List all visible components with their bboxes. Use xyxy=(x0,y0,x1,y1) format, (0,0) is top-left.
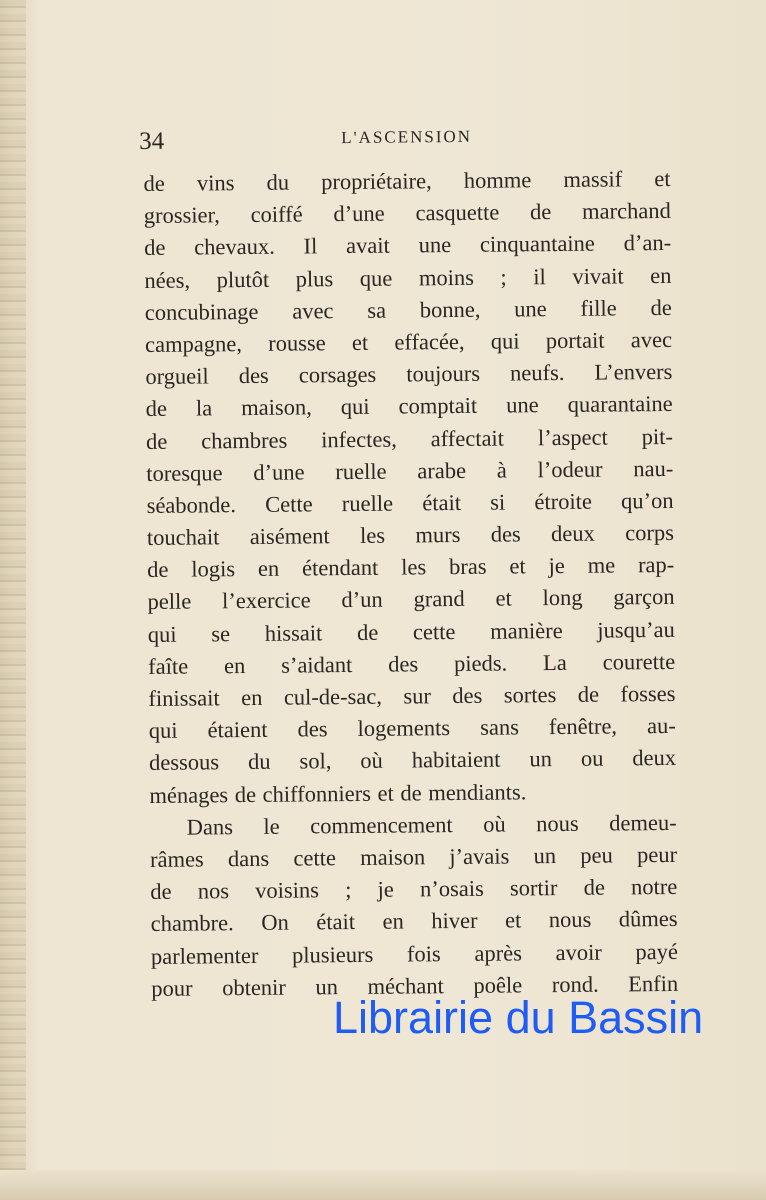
text-line: de nos voisins ; je n’osais sortir de notre xyxy=(150,874,678,905)
page-edge xyxy=(0,0,26,1200)
text-line: dessous du sol, où habitaient un ou deux xyxy=(148,745,677,776)
text-line: touchait aisément les murs des deux corps xyxy=(146,519,675,551)
text-line: campagne, rousse et effacée, qui portait avec xyxy=(144,326,673,357)
text-line: ménages de chiffonniers et de mendiants. xyxy=(149,778,527,808)
text-line: de la maison, qui comptait une quarantaine xyxy=(145,391,673,422)
text-line: qui étaient des logements sans fenêtre, au- xyxy=(148,713,676,744)
text-line: faîte en s’aidant des pieds. La courette xyxy=(148,648,676,679)
text-line: qui se hissait de cette manière jusqu’au xyxy=(147,616,675,647)
text-line: de chevaux. Il avait une cinquantaine d’an- xyxy=(144,230,672,261)
text-line: orgueil des corsages toujours neufs. L’envers xyxy=(145,359,673,390)
page-bottom-edge xyxy=(0,1170,766,1200)
page-number: 34 xyxy=(139,127,165,156)
body-text xyxy=(143,163,678,1005)
text-line: toresque d’une ruelle arabe à l’odeur nau- xyxy=(146,455,674,486)
text-line: finissait en cul-de-sac, sur des sortes de fosses xyxy=(148,680,676,711)
running-head: L'ASCENSION xyxy=(341,126,473,148)
text-line: de chambres infectes, affectait l’aspect pit- xyxy=(145,423,674,454)
text-line: pour obtenir un méchant poêle rond. Enfin xyxy=(151,970,679,1001)
watermark: Librairie du Bassin xyxy=(333,992,704,1043)
text-line: pelle l’exercice d’un grand et long garçon xyxy=(147,584,675,615)
text-line: parlementer plusieurs fois après avoir payé xyxy=(150,938,679,969)
text-line: concubinage avec sa bonne, une fille de xyxy=(144,294,672,325)
text-line: chambre. On était en hiver et nous dûmes xyxy=(150,906,678,937)
page-text-block xyxy=(139,123,679,1005)
text-line: de vins du propriétaire, homme massif et xyxy=(143,165,671,196)
text-line: séabonde. Cette ruelle était si étroite qu’on xyxy=(146,487,674,518)
text-line: nées, plutôt plus que moins ; il vivait en xyxy=(144,262,672,293)
text-line: râmes dans cette maison j’avais un peu peur xyxy=(149,841,678,872)
text-line: Dans le commencement où nous demeu- xyxy=(186,809,677,840)
page-header xyxy=(139,123,670,168)
text-line: grossier, coiffé d’une casquette de marchand xyxy=(143,198,671,229)
text-line: de logis en étendant les bras et je me rap- xyxy=(147,552,675,583)
